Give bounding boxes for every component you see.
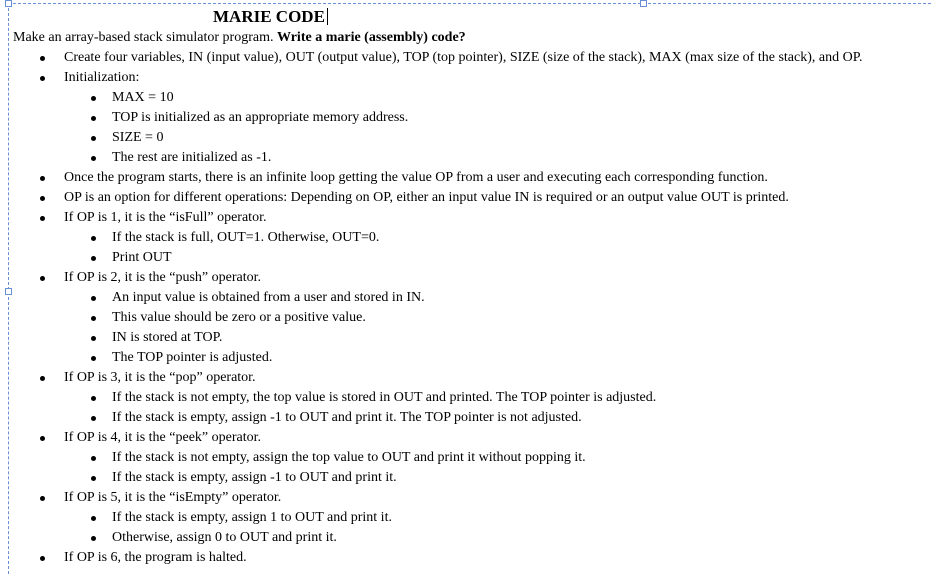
list-item-text: If OP is 3, it is the “pop” operator.: [64, 370, 256, 385]
sub-list-item-text: IN is stored at TOP.: [112, 330, 223, 345]
bullet-icon: [91, 356, 96, 361]
bullet-icon: [91, 316, 96, 321]
sub-list: [13, 228, 928, 268]
list-item: [13, 188, 928, 208]
list-item-text: If OP is 2, it is the “push” operator.: [64, 270, 262, 285]
sub-list: [13, 508, 928, 548]
list-item-text: Create four variables, IN (input value), OUT (output value), TOP (top pointer), SIZE (size of the stack), MAX (max size of the stack), and OP.: [64, 50, 863, 65]
list-item: [13, 548, 928, 568]
sub-list: [13, 448, 928, 488]
sub-list-item: [64, 108, 928, 128]
sub-list-item-text: If the stack is not empty, assign the top value to OUT and print it without popping it.: [112, 450, 586, 465]
sub-list-item-text: An input value is obtained from a user and stored in IN.: [112, 290, 425, 305]
intro-question: Write a marie (assembly) code?: [276, 30, 466, 45]
sub-list-item: [64, 528, 928, 548]
sub-list: [13, 388, 928, 428]
bullet-icon: [40, 556, 45, 561]
sub-list-item-text: If the stack is not empty, the top value is stored in OUT and printed. The TOP pointer is adjusted.: [112, 390, 657, 405]
bullet-icon: [91, 516, 96, 521]
bullet-icon: [40, 196, 45, 201]
bullet-icon: [91, 96, 96, 101]
sub-list-item: [64, 248, 928, 268]
list-item-text: OP is an option for different operations: Depending on OP, either an input value IN is required or an output value OUT is printed.: [64, 190, 789, 205]
text-cursor: [327, 8, 328, 25]
list-item: [13, 368, 928, 388]
sub-list-container: [13, 388, 928, 428]
list-item: [13, 68, 928, 88]
text-box-border-top: [8, 3, 931, 4]
bullet-icon: [91, 396, 96, 401]
sub-list-item: [64, 448, 928, 468]
bullet-icon: [91, 416, 96, 421]
sub-list-item: [64, 308, 928, 328]
sub-list-item: [64, 288, 928, 308]
sub-list-item: [64, 508, 928, 528]
sub-list-container: [13, 88, 928, 168]
sub-list-item-text: The TOP pointer is adjusted.: [112, 350, 273, 365]
bullet-icon: [91, 236, 96, 241]
requirements-list: [13, 48, 928, 568]
list-item: [13, 428, 928, 448]
sub-list: [13, 288, 928, 368]
list-item: [13, 488, 928, 508]
bullet-icon: [91, 536, 96, 541]
sub-list-item: [64, 228, 928, 248]
sub-list-item-text: MAX = 10: [112, 90, 174, 105]
sub-list-container: [13, 228, 928, 268]
sub-list-item-text: This value should be zero or a positive value.: [112, 310, 366, 325]
bullet-icon: [40, 216, 45, 221]
list-item-text: If OP is 1, it is the “isFull” operator.: [64, 210, 267, 225]
list-item: [13, 208, 928, 228]
sub-list-item-text: If the stack is empty, assign -1 to OUT and print it. The TOP pointer is not adjusted.: [112, 410, 582, 425]
list-item-text: Once the program starts, there is an infinite loop getting the value OP from a user and executing each corresponding function.: [64, 170, 768, 185]
sub-list-item-text: Print OUT: [112, 250, 172, 265]
sub-list-item: [64, 348, 928, 368]
resize-handle[interactable]: [5, 288, 12, 295]
bullet-icon: [91, 156, 96, 161]
bullet-icon: [91, 476, 96, 481]
sub-list-item: [64, 88, 928, 108]
sub-list-container: [13, 288, 928, 368]
bullet-icon: [91, 136, 96, 141]
sub-list-item-text: Otherwise, assign 0 to OUT and print it.: [112, 530, 337, 545]
sub-list-item: [64, 328, 928, 348]
sub-list-item-text: The rest are initialized as -1.: [112, 150, 272, 165]
bullet-icon: [91, 256, 96, 261]
sub-list-container: [13, 508, 928, 548]
list-item-text: If OP is 5, it is the “isEmpty” operator.: [64, 490, 282, 505]
bullet-icon: [40, 56, 45, 61]
sub-list-item-text: TOP is initialized as an appropriate memory address.: [112, 110, 409, 125]
sub-list-container: [13, 448, 928, 488]
bullet-icon: [40, 176, 45, 181]
bullet-icon: [91, 116, 96, 121]
sub-list-item-text: SIZE = 0: [112, 130, 164, 145]
bullet-icon: [40, 496, 45, 501]
sub-list: [13, 88, 928, 168]
document-title: MARIE CODE: [213, 6, 328, 28]
sub-list-item-text: If the stack is empty, assign -1 to OUT and print it.: [112, 470, 397, 485]
sub-list-item: [64, 468, 928, 488]
sub-list-item-text: If the stack is empty, assign 1 to OUT and print it.: [112, 510, 392, 525]
sub-list-item: [64, 148, 928, 168]
list-item-text: If OP is 4, it is the “peek” operator.: [64, 430, 261, 445]
bullet-icon: [91, 456, 96, 461]
list-item: [13, 268, 928, 288]
bullet-icon: [40, 76, 45, 81]
resize-handle[interactable]: [5, 0, 12, 7]
bullet-icon: [91, 296, 96, 301]
sub-list-item: [64, 388, 928, 408]
bullet-icon: [40, 376, 45, 381]
resize-handle[interactable]: [640, 0, 647, 7]
list-item: [13, 48, 928, 68]
list-item-text: If OP is 6, the program is halted.: [64, 550, 247, 565]
bullet-icon: [91, 336, 96, 341]
sub-list-item-text: If the stack is full, OUT=1. Otherwise, OUT=0.: [112, 230, 380, 245]
list-item: [13, 168, 928, 188]
list-item-text: Initialization:: [64, 70, 140, 85]
intro-paragraph: [13, 28, 466, 48]
bullet-icon: [40, 436, 45, 441]
sub-list-item: [64, 408, 928, 428]
bullet-icon: [40, 276, 45, 281]
intro-text: Make an array-based stack simulator program.: [13, 30, 277, 45]
sub-list-item: [64, 128, 928, 148]
